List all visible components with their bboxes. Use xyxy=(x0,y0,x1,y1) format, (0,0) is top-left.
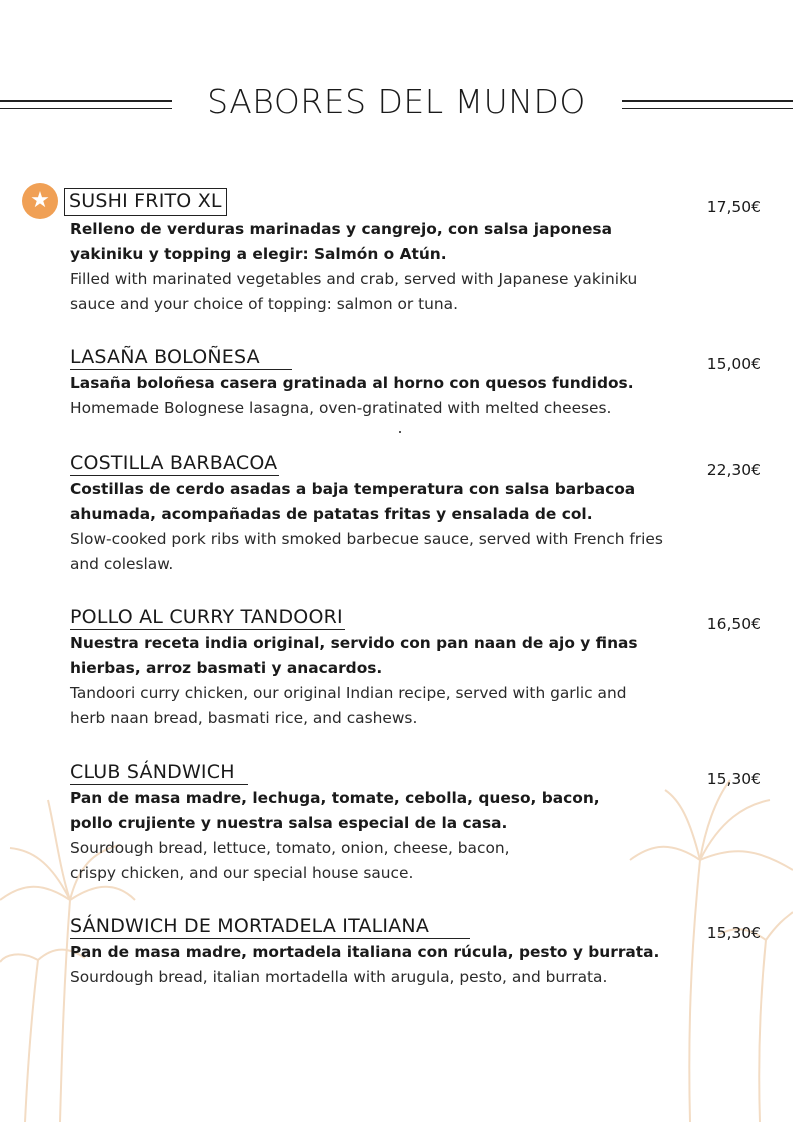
menu-item xyxy=(70,760,770,886)
menu-item-price: 22,30€ xyxy=(706,461,761,479)
stray-dot xyxy=(399,431,401,433)
menu-item-price: 17,50€ xyxy=(706,198,761,216)
menu-item-description-en: Filled with marinated vegetables and crab, served with Japanese yakiniku sauce and your choice of topping: salmon or tuna. xyxy=(70,270,638,313)
menu-item xyxy=(70,188,770,317)
menu-item-description-es: Costillas de cerdo asadas a baja temperatura con salsa barbacoa ahumada, acompañadas de patatas fritas y ensalada de col. xyxy=(70,480,636,523)
menu-item-price: 16,50€ xyxy=(706,615,761,633)
menu-item-description-en: Sourdough bread, lettuce, tomato, onion, cheese, bacon, crispy chicken, and our special house sauce. xyxy=(70,839,510,882)
menu-item-description-es: Lasaña boloñesa casera gratinada al horno con quesos fundidos. xyxy=(70,374,634,392)
menu-item-price: 15,00€ xyxy=(706,355,761,373)
menu-item-description-en: Slow-cooked pork ribs with smoked barbecue sauce, served with French fries and coleslaw. xyxy=(70,530,663,573)
menu-item xyxy=(70,345,770,421)
menu-item-description-es: Relleno de verduras marinadas y cangrejo, con salsa japonesa yakiniku y topping a elegir: Salmón o Atún. xyxy=(70,220,612,263)
header-rule-right xyxy=(622,100,793,109)
menu-item-description-es: Pan de masa madre, lechuga, tomate, cebolla, queso, bacon, pollo crujiente y nuestra salsa especial de la casa. xyxy=(70,789,600,832)
menu-item-name: COSTILLA BARBACOA xyxy=(70,452,278,474)
page-title: SABORES DEL MUNDO xyxy=(207,82,586,121)
menu-item xyxy=(70,914,770,990)
menu-item xyxy=(70,451,770,577)
menu-item-description-es: Nuestra receta india original, servido con pan naan de ajo y finas hierbas, arroz basmati y anacardos. xyxy=(70,634,638,677)
menu-item xyxy=(70,605,770,731)
menu-item-name: SUSHI FRITO XL xyxy=(64,188,227,216)
menu-item-description-es: Pan de masa madre, mortadela italiana con rúcula, pesto y burrata. xyxy=(70,943,660,961)
menu-item-description-en: Tandoori curry chicken, our original Indian recipe, served with garlic and herb naan bread, basmati rice, and cashews. xyxy=(70,684,627,727)
menu-item-price: 15,30€ xyxy=(706,770,761,788)
star-icon: ★ xyxy=(22,183,58,219)
menu-item-description-en: Sourdough bread, italian mortadella with arugula, pesto, and burrata. xyxy=(70,968,608,986)
page-header xyxy=(0,78,793,138)
menu-item-name: LASAÑA BOLOÑESA xyxy=(70,345,292,370)
menu-item-name: POLLO AL CURRY TANDOORI xyxy=(70,606,343,628)
menu-item-price: 15,30€ xyxy=(706,924,761,942)
menu-item-description-en: Homemade Bolognese lasagna, oven-gratinated with melted cheeses. xyxy=(70,399,612,417)
menu-item-name: CLUB SÁNDWICH xyxy=(70,760,248,785)
menu-item-name: SÁNDWICH DE MORTADELA ITALIANA xyxy=(70,914,470,939)
